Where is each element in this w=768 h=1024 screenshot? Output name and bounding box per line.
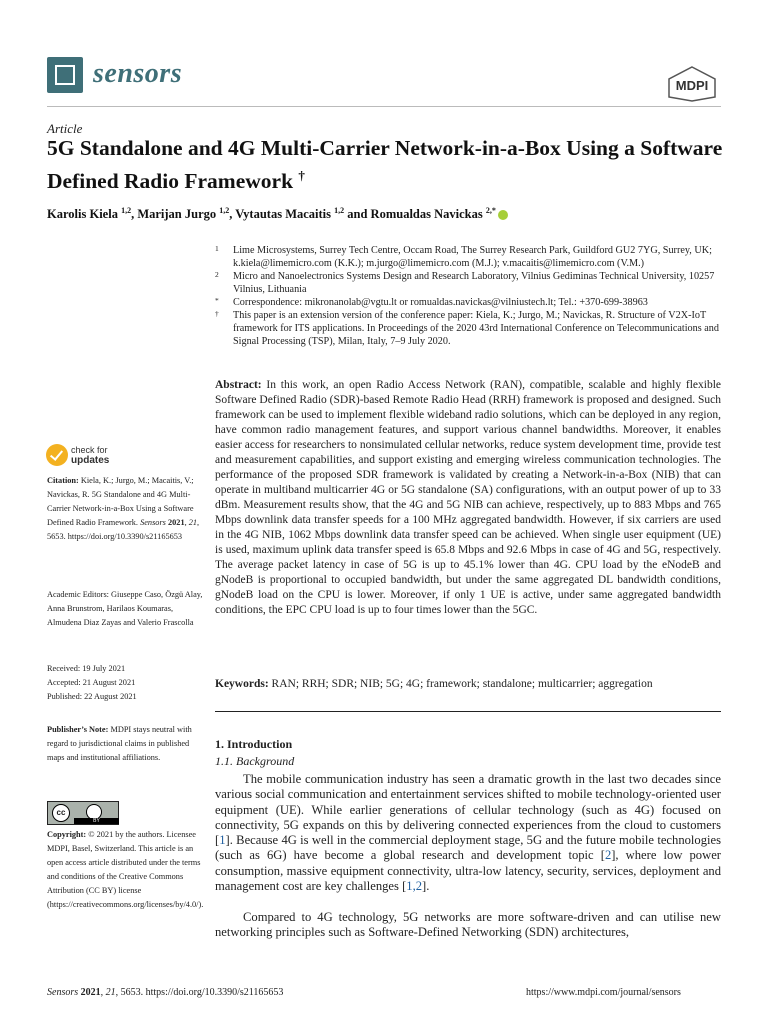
copyright-label: Copyright:	[47, 830, 87, 839]
affiliation-item	[215, 244, 725, 270]
author-affil: 1,2	[219, 206, 230, 215]
footer-volume: , 21	[100, 987, 116, 998]
paragraph: Compared to 4G technology, 5G networks are more software-driven and can utilise new networking principles such as Software-Defined Networking (SDN) architectures,	[215, 910, 721, 940]
author-affil: 1,2	[334, 206, 345, 215]
affiliation-text: Micro and Nanoelectronics Systems Design and Research Laboratory, Vilnius Gediminas Technical University, 10257 Vilnius, Lithuania	[233, 271, 715, 295]
citation-block	[47, 474, 203, 544]
footer-url[interactable]: https://www.mdpi.com/journal/sensors	[526, 987, 681, 998]
affiliation-item	[215, 309, 725, 348]
citation-volume: , 21	[184, 517, 198, 527]
section-divider	[215, 711, 721, 712]
affiliation-mark: 2	[215, 270, 219, 279]
affiliations	[215, 244, 725, 348]
author-sep: and	[344, 207, 371, 222]
footer-year: 2021	[78, 987, 101, 998]
copyright-block	[47, 828, 203, 911]
affiliation-text: Lime Microsystems, Surrey Tech Centre, Occam Road, The Surrey Research Park, Guildford GU2 7YG, Surrey, UK; k.kiela@limemicro.com (K.K.); m.jurgo@limemicro.com (M.J.); v.macaitis@limemicro.com (V.M.)	[233, 245, 712, 269]
title-mark: †	[298, 168, 305, 183]
author-sep: ,	[229, 207, 236, 222]
keywords-text: RAN; RRH; SDR; NIB; 5G; 4G; framework; standalone; multicarrier; aggregation	[268, 678, 653, 690]
dates-block	[47, 662, 203, 704]
affiliation-mark: †	[215, 309, 219, 318]
date-accepted: Accepted: 21 August 2021	[47, 677, 136, 687]
author-list	[47, 206, 508, 222]
citation-year: 2021	[165, 517, 185, 527]
article-type: Article	[47, 121, 83, 136]
header-divider	[47, 106, 721, 107]
footer-doi: , 5653. https://doi.org/10.3390/s21165653	[115, 987, 284, 998]
footer-journal: Sensors	[47, 987, 79, 998]
cc-by-text: BY	[74, 818, 119, 824]
citation-label: Citation:	[47, 476, 79, 485]
mdpi-logo-icon	[667, 66, 717, 102]
paragraph-text: ]. Because 4G is well in the commercial deployment stage, 5G and the future mobile technologies (such as 6G) have become a global research and development topic [	[215, 833, 721, 863]
chip-icon	[55, 65, 75, 85]
cc-symbol: cc	[52, 804, 70, 822]
check-for-updates-icon[interactable]	[46, 444, 68, 466]
check-updates-line2[interactable]: updates	[71, 455, 110, 466]
abstract	[215, 378, 721, 618]
affiliation-mark: 1	[215, 244, 219, 253]
cc-by-license-icon[interactable]	[47, 801, 119, 825]
orcid-icon[interactable]	[498, 210, 508, 220]
footer-citation	[47, 987, 283, 998]
affiliation-mark: *	[215, 296, 219, 305]
author-sep: ,	[131, 207, 138, 222]
keywords-label: Keywords:	[215, 678, 269, 690]
paragraph-text: ], where low power consumption, massive equipment connectivity, ultra-low latency, security, services, deployment and management cost are key challenges [	[215, 848, 721, 894]
article-title	[47, 135, 737, 195]
paragraph-text: ].	[422, 879, 430, 894]
author-affil: 2,*	[485, 206, 496, 215]
title-text: 5G Standalone and 4G Multi-Carrier Network-in-a-Box Using a Software Defined Radio Framework	[47, 136, 723, 194]
citation-doi: , 5653. https://doi.org/10.3390/s21165653	[47, 517, 200, 541]
abstract-label: Abstract:	[215, 379, 262, 391]
citation-link[interactable]: 1	[219, 833, 226, 848]
publisher-name: MDPI	[675, 78, 709, 93]
publisher-note-label: Publisher’s Note:	[47, 725, 109, 734]
affiliation-text: Correspondence: mikronanolab@vgtu.lt or romualdas.navickas@vilniustech.lt; Tel.: +370-699-38963	[233, 297, 648, 308]
paragraph	[215, 772, 721, 894]
copyright-text: © 2021 by the authors. Licensee MDPI, Basel, Switzerland. This article is an open access article distributed under the terms and conditions of the Creative Commons Attribution (CC BY) license (https://creativecommons.org/licenses/by/4.0/).	[47, 830, 204, 909]
citation-text: Kiela, K.; Jurgo, M.; Macaitis, V.; Navickas, R. 5G Standalone and 4G Multi-Carrier Network-in-a-Box Using a Software Defined Radio Framework.	[47, 476, 194, 527]
keywords	[215, 677, 721, 692]
author-name: Romualdas Navickas	[370, 207, 483, 222]
author-name: Karolis Kiela	[47, 207, 118, 222]
check-updates-line1[interactable]: check for	[71, 445, 108, 455]
date-received: Received: 19 July 2021	[47, 664, 126, 673]
publisher-note	[47, 723, 203, 765]
paragraph-text: The mobile communication industry has seen a dramatic growth in the last two decades since various social communication and entertainment services shifted to mobile technology-oriented user equipment (UE). While earlier generations of cellular technology (such as 4G) focused on connectivity, 5G expands on this by delivering connected experiences from the cloud to customers [	[215, 772, 721, 848]
affiliation-item	[215, 270, 725, 296]
date-published: Published: 22 August 2021	[47, 691, 137, 701]
author-name: Marijan Jurgo	[137, 207, 217, 222]
section-heading: 1. Introduction	[215, 737, 293, 751]
author-name: Vytautas Macaitis	[235, 207, 332, 222]
citation-link[interactable]: 2	[604, 848, 612, 863]
affiliation-item	[215, 296, 725, 309]
abstract-text: In this work, an open Radio Access Network (RAN), compatible, scalable and highly flexible Software Defined Radio (SDR)-based Remote Radio Head (RRH) framework is proposed and designed. Such framework can be used to implement flexible wideband radio solutions, which can be deployed in any region, have common radio management features, and support various channel bandwidths. Moreover, it enables easier access for researchers to nonsimulated cellular networks, reduce system development time, provide test and measurement capabilities, and support existing and emerging wireless communication technologies. The performance of the proposed SDR framework is validated by creating a Network-in-a-Box (NIB) that can operate in multiband multicarrier 4G or 5G standalone (SA) configurations, with an output power of up to 33 dBm. Measurement results show, that the 4G and 5G NIB can achieve, respectively, up to 883 Mbps and 765 Mbps downlink data transfer speeds for a 100 MHz aggregated bandwidth. However, if six carriers are used in the 4G NIB, 1062 Mbps downlink data transfer speed can be achieved. When single user equipment (UE) is used, maximum uplink data transfer speed is 65.8 Mbps and 92.6 Mbps in case of 4G and 5G, respectively. The average packet latency in case of 5G is up to 45.1% lower than 4G. CPU load by the eNodeB and gNodeB is proportional to occupied bandwidth, but under the same aggregated DL bandwidth conditions, gNodeB load on the CPU is lower. Moreover, if only 1 UE is active, under same aggregated bandwidth conditions, the EPC CPU load is up to four times lower than the 5GC.	[215, 379, 721, 616]
academic-editors: Academic Editors: Giuseppe Caso, Özgü Alay, Anna Brunstrom, Harilaos Koumaras, Almudena Diaz Zayas and Valerio Frascolla	[47, 590, 203, 627]
affiliation-text: This paper is an extension version of the conference paper: Kiela, K.; Jurgo, M.; Navickas, R. Structure of V2X-IoT framework for ITS applications. In Proceedings of the 2020 43rd International Conference on Telecommunications and Signal Processing (TSP), Milan, Italy, 7–9 July 2020.	[233, 310, 719, 347]
journal-name: sensors	[93, 58, 183, 89]
publisher-note-text: MDPI stays neutral with regard to jurisdictional claims in published maps and institutional affiliations.	[47, 725, 192, 762]
author-affil: 1,2	[121, 206, 132, 215]
subsection-heading: 1.1. Background	[215, 754, 295, 768]
citation-link[interactable]: 1,2	[406, 879, 423, 894]
citation-journal: Sensors	[140, 517, 166, 527]
